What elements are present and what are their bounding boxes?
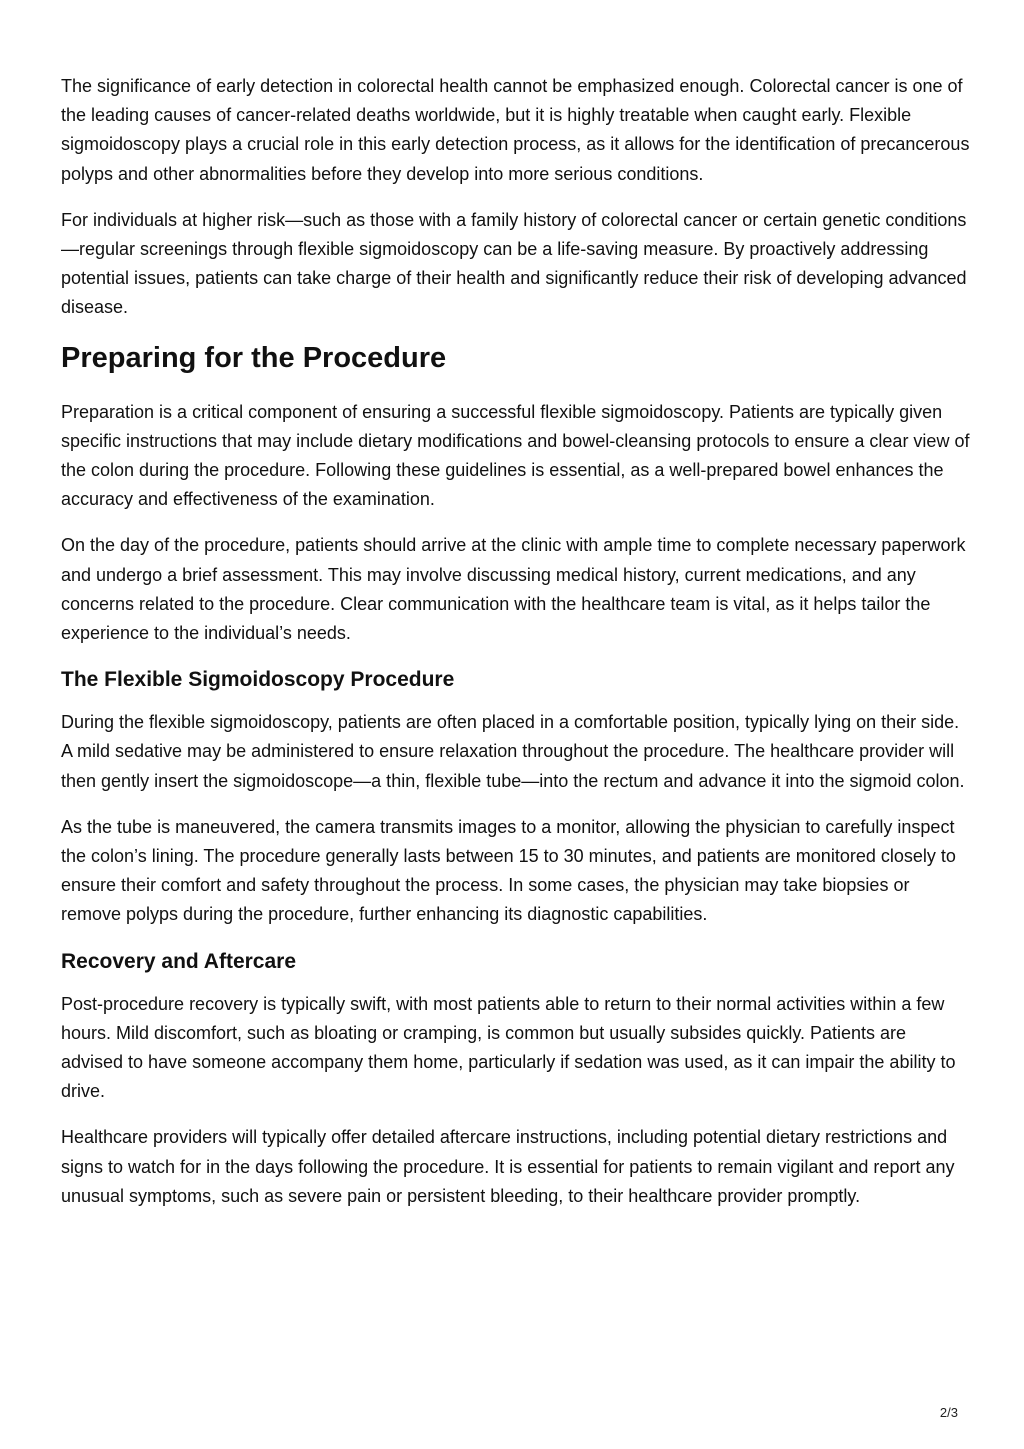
paragraph-early-detection: The significance of early detection in colorectal health cannot be emphasized enough. Colorectal cancer is one of the leading causes of cancer-related deaths worldwide, but it is highly treatable when caught early. Flexible sigmoidoscopy plays a crucial role in this early detection process, as it allows for the identification of precancerous polyps and other abnormalities before they develop into more serious conditions.: [61, 76, 970, 184]
paragraph-post-procedure: Post-procedure recovery is typically swift, with most patients able to return to their normal activities within a few hours. Mild discomfort, such as bloating or cramping, is common but usually subsides quickly. Patients are advised to have someone accompany them home, particularly if sedation was used, as it can impair the ability to drive.: [61, 993, 956, 1102]
paragraph-higher-risk: For individuals at higher risk—such as those with a family history of colorectal cancer or certain genetic conditions—regular screenings through flexible sigmoidoscopy can be a life-saving measure. By proactively addressing potential issues, patients can take charge of their health and significantly reduce their risk of developing advanced disease.: [61, 209, 967, 318]
heading-recovery: Recovery and Aftercare: [61, 949, 296, 973]
document-body: [61, 72, 971, 1228]
paragraph-day-of-procedure: On the day of the procedure, patients should arrive at the clinic with ample time to complete necessary paperwork and undergo a brief assessment. This may involve discussing medical history, current medications, and any concerns related to the procedure. Clear communication with the healthcare team is vital, as it helps tailor the experience to the individual’s needs.: [61, 535, 966, 644]
paragraph-camera-inspection: As the tube is maneuvered, the camera transmits images to a monitor, allowing the physician to carefully inspect the colon’s lining. The procedure generally lasts between 15 to 30 minutes, and patients are monitored closely to ensure their comfort and safety throughout the process. In some cases, the physician may take biopsies or remove polyps during the procedure, further enhancing its diagnostic capabilities.: [61, 816, 956, 925]
paragraph-during-procedure: During the flexible sigmoidoscopy, patients are often placed in a comfortable position, typically lying on their side. A mild sedative may be administered to ensure relaxation throughout the procedure. The healthcare provider will then gently insert the sigmoidoscope—a thin, flexible tube—into the rectum and advance it into the sigmoid colon.: [61, 712, 965, 791]
paragraph-aftercare: Healthcare providers will typically offer detailed aftercare instructions, including potential dietary restrictions and signs to watch for in the days following the procedure. It is essential for patients to remain vigilant and report any unusual symptoms, such as severe pain or persistent bleeding, to their healthcare provider promptly.: [61, 1127, 955, 1206]
heading-preparing: Preparing for the Procedure: [61, 341, 447, 374]
page-number: 2/3: [939, 1405, 958, 1420]
heading-procedure: The Flexible Sigmoidoscopy Procedure: [61, 668, 455, 692]
paragraph-preparation: Preparation is a critical component of ensuring a successful flexible sigmoidoscopy. Patients are typically given specific instructions that may include dietary modifications and bowel-cleansing protocols to ensure a clear view of the colon during the procedure. Following these guidelines is essential, as a well-prepared bowel enhances the accuracy and effectiveness of the examination.: [61, 401, 970, 510]
